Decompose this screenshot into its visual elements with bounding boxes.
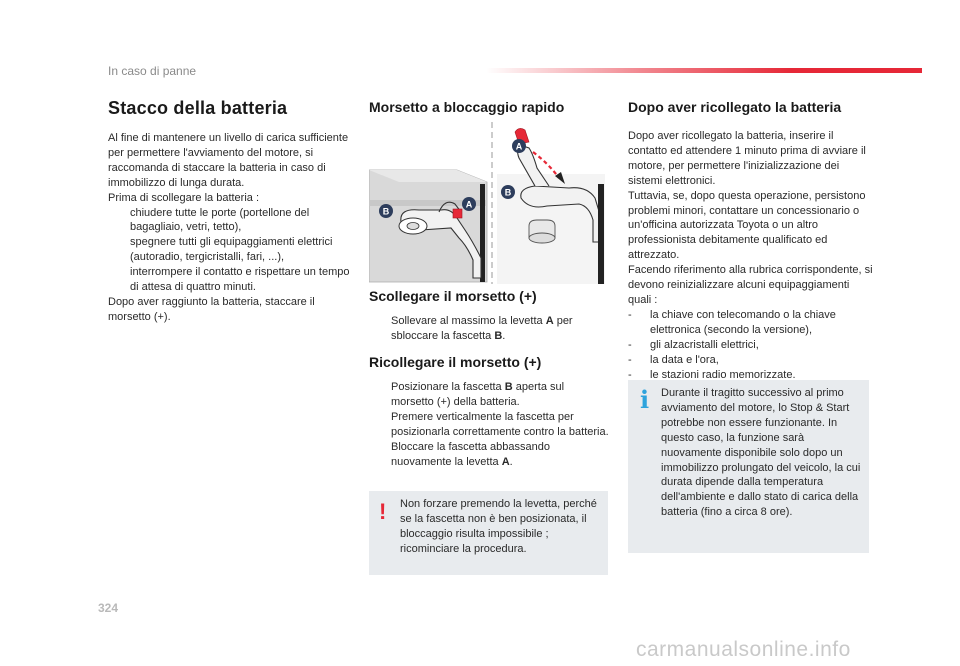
warning-text: Non forzare premendo la levetta, perché se la fascetta non è ben posizionata, il bloccaggio risulta impossibile ; ricominciare la procedura.	[400, 498, 597, 555]
preparation-list	[108, 206, 353, 295]
list-item: - la data e l'ora,	[628, 353, 719, 366]
list-item: Bloccare la fascetta abbassando nuovamente la levetta A.	[391, 440, 550, 468]
list-item: spegnere tutti gli equipaggiamenti elettrici (autoradio, tergicristalli, fari, ...),	[130, 236, 333, 264]
info-note	[628, 380, 869, 553]
reset-list	[628, 308, 873, 383]
disconnect-list	[369, 314, 609, 344]
before-label: Prima di scollegare la batteria :	[108, 191, 260, 204]
list-item: chiudere tutte le porte (portellone del bagagliaio, vetri, tetto),	[130, 206, 310, 234]
intro-paragraph: Al fine di mantenere un livello di carica sufficiente per permettere l'avviamento del motore, si raccomanda di staccare la batteria in caso di immobilizzo di lunga durata.	[108, 132, 349, 189]
reconnect-title: Ricollegare il morsetto (+)	[369, 354, 542, 370]
after-paragraph-3: Facendo riferimento alla rubrica corrispondente, si devono reinizializzare alcuni equipaggiamenti quali :	[628, 264, 873, 306]
disconnect-section	[369, 288, 609, 344]
warning-icon: !	[379, 499, 387, 524]
column-battery-disconnect	[108, 98, 353, 325]
label-b-left: B	[382, 206, 390, 217]
label-b-right: B	[504, 187, 512, 198]
clamp-title: Morsetto a bloccaggio rapido	[369, 99, 565, 115]
header-accent-bar	[486, 68, 922, 73]
clamp-diagram	[369, 118, 605, 286]
column-after-reconnect	[628, 99, 873, 382]
page-title: Stacco della batteria	[108, 98, 288, 118]
reconnect-section	[369, 354, 609, 469]
after-title: Dopo aver ricollegato la batteria	[628, 99, 842, 115]
list-item: - gli alzacristalli elettrici,	[628, 338, 759, 351]
warning-note	[369, 491, 608, 575]
list-item: Premere verticalmente la fascetta per posizionarla correttamente contro la batteria.	[391, 410, 609, 438]
page-number: 324	[98, 601, 119, 615]
info-text: Durante il tragitto successivo al primo avviamento del motore, lo Stop & Start potrebbe non essere funzionante. In questo caso, la funzione sarà nuovamente disponibile solo dopo un immobilizzo prolungato del veicolo, la cui durata dipende dalla temperatura dell'ambiente e dallo stato di carica della batteria (fino a circa 8 ore).	[661, 387, 861, 519]
section-header: In caso di panne	[108, 64, 197, 78]
after-paragraph-2: Tuttavia, se, dopo questa operazione, persistono problemi minori, contattare un concessionario o un'officina autorizzata Toyota o un altro professionista debitamente qualificato ed attrezzato.	[628, 189, 866, 262]
label-a-right: A	[515, 141, 523, 152]
list-item: Sollevare al massimo la levetta A per sbloccare la fascetta B.	[391, 315, 573, 342]
reconnect-list	[369, 380, 609, 469]
list-item: - le stazioni radio memorizzate.	[628, 368, 796, 381]
label-a-left: A	[465, 199, 473, 210]
clamp-illustration	[369, 118, 605, 286]
watermark: carmanualsonline.info	[636, 638, 851, 661]
column-quick-clamp	[369, 99, 609, 115]
after-paragraph-1: Dopo aver ricollegato la batteria, inserire il contatto ed attendere 1 minuto prima di avviare il motore, per permettere l'inizializzazione dei sistemi elettronici.	[628, 130, 866, 187]
list-item: Posizionare la fascetta B aperta sul morsetto (+) della batteria.	[391, 381, 565, 408]
outro-paragraph: Dopo aver raggiunto la batteria, staccare il morsetto (+).	[108, 295, 315, 323]
disconnect-title: Scollegare il morsetto (+)	[369, 288, 537, 304]
list-item: - la chiave con telecomando o la chiave elettronica (secondo la versione),	[628, 308, 836, 336]
list-item: interrompere il contatto e rispettare un tempo di attesa di quattro minuti.	[130, 266, 350, 294]
info-icon: i	[640, 385, 650, 414]
